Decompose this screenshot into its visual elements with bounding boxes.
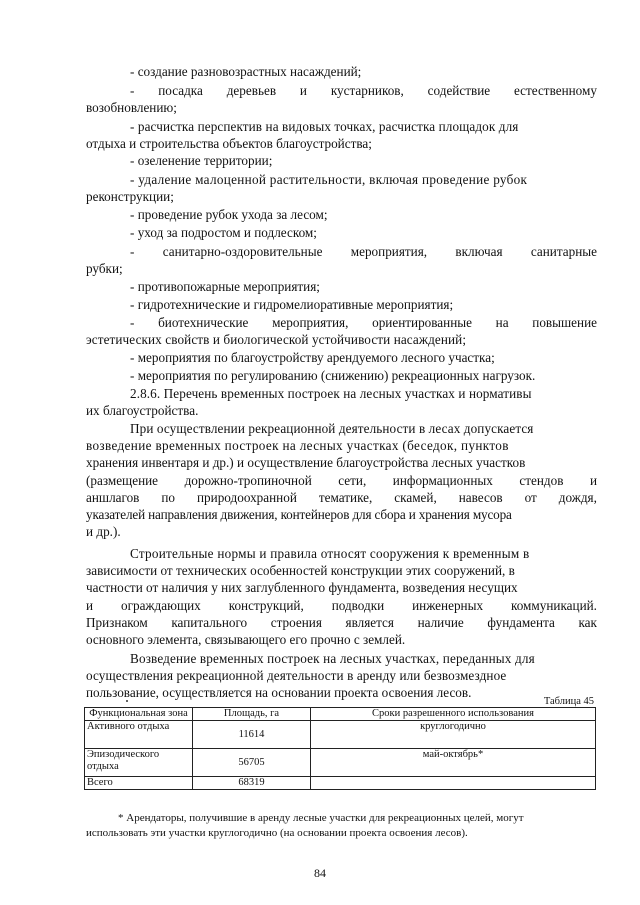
text-line bbox=[86, 490, 597, 506]
text-segment: коммуникаций. bbox=[510, 598, 597, 613]
text-segment: мероприятия, bbox=[272, 315, 349, 330]
text-line: зависимости от технических особенностей конструкции этих сооружений, в bbox=[86, 563, 515, 578]
text-segment: и bbox=[86, 598, 94, 613]
text-line: - уход за подростом и подлеском; bbox=[130, 225, 317, 240]
text-segment: навесов bbox=[458, 490, 503, 505]
text-line: Строительные нормы и правила относят сооружения к временным в bbox=[130, 546, 530, 561]
text-segment: биотехнические bbox=[158, 315, 249, 330]
text-line: - гидротехнические и гидромелиоративные мероприятия; bbox=[130, 297, 454, 312]
table-row bbox=[85, 721, 596, 749]
text-segment: санитарные bbox=[530, 244, 597, 259]
text-segment: является bbox=[345, 615, 394, 630]
text-segment: деревьев bbox=[226, 83, 277, 98]
text-segment: естественному bbox=[513, 83, 597, 98]
text-segment: включая bbox=[455, 244, 503, 259]
table-cell bbox=[311, 777, 596, 790]
text-segment: инженерных bbox=[412, 598, 484, 613]
text-segment: и bbox=[299, 83, 307, 98]
text-segment: аншлагов bbox=[86, 490, 140, 505]
text-line: При осуществлении рекреационной деятельности в лесах допускается bbox=[130, 421, 534, 436]
text-segment: санитарно-оздоровительные bbox=[162, 244, 323, 259]
text-segment: - bbox=[130, 83, 135, 98]
text-segment: от bbox=[524, 490, 537, 505]
text-line: - мероприятия по благоустройству арендуемого лесного участка; bbox=[130, 350, 495, 365]
text-line: Возведение временных построек на лесных участках, переданных для bbox=[130, 651, 535, 666]
text-segment: на bbox=[495, 315, 509, 330]
text-segment: стендов bbox=[519, 473, 564, 488]
text-segment: посадка bbox=[158, 83, 203, 98]
table-caption: Таблица 45 bbox=[543, 696, 594, 707]
table-row bbox=[85, 777, 596, 790]
table-cell: Активного отдыха bbox=[85, 721, 193, 749]
text-line: - создание разновозрастных насаждений; bbox=[130, 64, 362, 79]
text-segment: по bbox=[161, 490, 176, 505]
text-line: - озеленение территории; bbox=[130, 153, 273, 168]
text-line: отдыха и строительства объектов благоустройства; bbox=[86, 136, 372, 151]
text-segment: (размещение bbox=[86, 473, 159, 488]
text-segment: фундамента bbox=[487, 615, 555, 630]
text-segment: и bbox=[589, 473, 597, 488]
text-segment: повышение bbox=[532, 315, 597, 330]
text-line bbox=[130, 244, 597, 260]
text-segment: как bbox=[578, 615, 597, 630]
text-line: - расчистка перспектив на видовых точках, расчистка площадок для bbox=[130, 119, 519, 134]
text-segment: конструкций, bbox=[228, 598, 304, 613]
text-line: реконструкции; bbox=[86, 189, 174, 204]
text-segment: дождя, bbox=[558, 490, 597, 505]
table-cell: круглогодично bbox=[311, 721, 596, 749]
text-segment: содействие bbox=[427, 83, 491, 98]
text-segment: мероприятия, bbox=[350, 244, 428, 259]
text-line: 2.8.6. Перечень временных построек на лесных участках и нормативы bbox=[130, 386, 532, 401]
text-line bbox=[86, 473, 597, 489]
text-segment: - bbox=[130, 315, 135, 330]
footnote-line: использовать эти участки круглогодично (на основании проекта освоения лесов). bbox=[86, 827, 468, 839]
text-line: - мероприятия по регулированию (снижению) рекреационных нагрузок. bbox=[130, 368, 536, 383]
column-header: Площадь, га bbox=[193, 708, 311, 721]
table-cell: май-октябрь* bbox=[311, 749, 596, 777]
table-cell: Всего bbox=[85, 777, 193, 790]
text-segment: тематике, bbox=[318, 490, 373, 505]
text-segment: капитального bbox=[171, 615, 248, 630]
text-segment: строения bbox=[270, 615, 322, 630]
text-line: и др.). bbox=[86, 524, 121, 539]
text-segment: скамей, bbox=[394, 490, 437, 505]
text-line bbox=[86, 615, 597, 631]
text-line: возобновлению; bbox=[86, 100, 177, 115]
text-segment: подводки bbox=[331, 598, 385, 613]
text-line bbox=[130, 315, 597, 331]
text-segment: Признаком bbox=[86, 615, 148, 630]
table-cell: Эпизодического отдыха bbox=[85, 749, 193, 777]
table-header-row bbox=[85, 708, 596, 721]
text-segment: природоохранной bbox=[197, 490, 297, 505]
text-segment: наличие bbox=[417, 615, 464, 630]
data-table bbox=[84, 707, 596, 790]
text-segment: - bbox=[130, 244, 135, 259]
text-line: хранения инвентаря и др.) и осуществление благоустройства лесных участков bbox=[86, 455, 526, 470]
text-segment: информационных bbox=[392, 473, 493, 488]
table-cell: 11614 bbox=[193, 721, 311, 749]
text-line: - проведение рубок ухода за лесом; bbox=[130, 207, 328, 222]
page-number: 84 bbox=[314, 866, 326, 880]
text-line: эстетических свойств и биологической устойчивости насаждений; bbox=[86, 332, 467, 347]
column-header: Сроки разрешенного использования bbox=[311, 708, 596, 721]
text-segment: сети, bbox=[338, 473, 367, 488]
text-line: их благоустройства. bbox=[86, 403, 199, 418]
text-line: пользование, осуществляется на основании проекта освоения лесов. bbox=[86, 685, 472, 700]
text-line: - противопожарные мероприятия; bbox=[130, 279, 320, 294]
text-segment: дорожно-тропиночной bbox=[184, 473, 312, 488]
footnote-line: * Арендаторы, получившие в аренду лесные участки для рекреационных целей, могут bbox=[118, 812, 524, 824]
text-segment: ограждающих bbox=[120, 598, 201, 613]
table-cell: 56705 bbox=[193, 749, 311, 777]
text-segment: кустарников, bbox=[330, 83, 404, 98]
text-line: основного элемента, связывающего его прочно с землей. bbox=[86, 632, 406, 647]
text-line bbox=[130, 83, 597, 99]
column-header: Функциональная зона bbox=[85, 708, 193, 721]
text-line: указателей направления движения, контейнеров для сбора и хранения мусора bbox=[86, 507, 512, 522]
text-line: - удаление малоценной растительности, включая проведение рубок bbox=[130, 172, 528, 187]
table-row bbox=[85, 749, 596, 777]
text-line bbox=[86, 598, 597, 614]
text-segment: ориентированные bbox=[372, 315, 472, 330]
table-cell: 68319 bbox=[193, 777, 311, 790]
text-line: возведение временных построек на лесных участках (беседок, пунктов bbox=[86, 438, 509, 453]
text-line: частности от наличия у них заглубленного фундамента, возведения несущих bbox=[86, 580, 518, 595]
speck-mark bbox=[126, 700, 128, 702]
text-line: рубки; bbox=[86, 261, 123, 276]
text-line: осуществления рекреационной деятельности в аренду или безвозмездное bbox=[86, 668, 507, 683]
